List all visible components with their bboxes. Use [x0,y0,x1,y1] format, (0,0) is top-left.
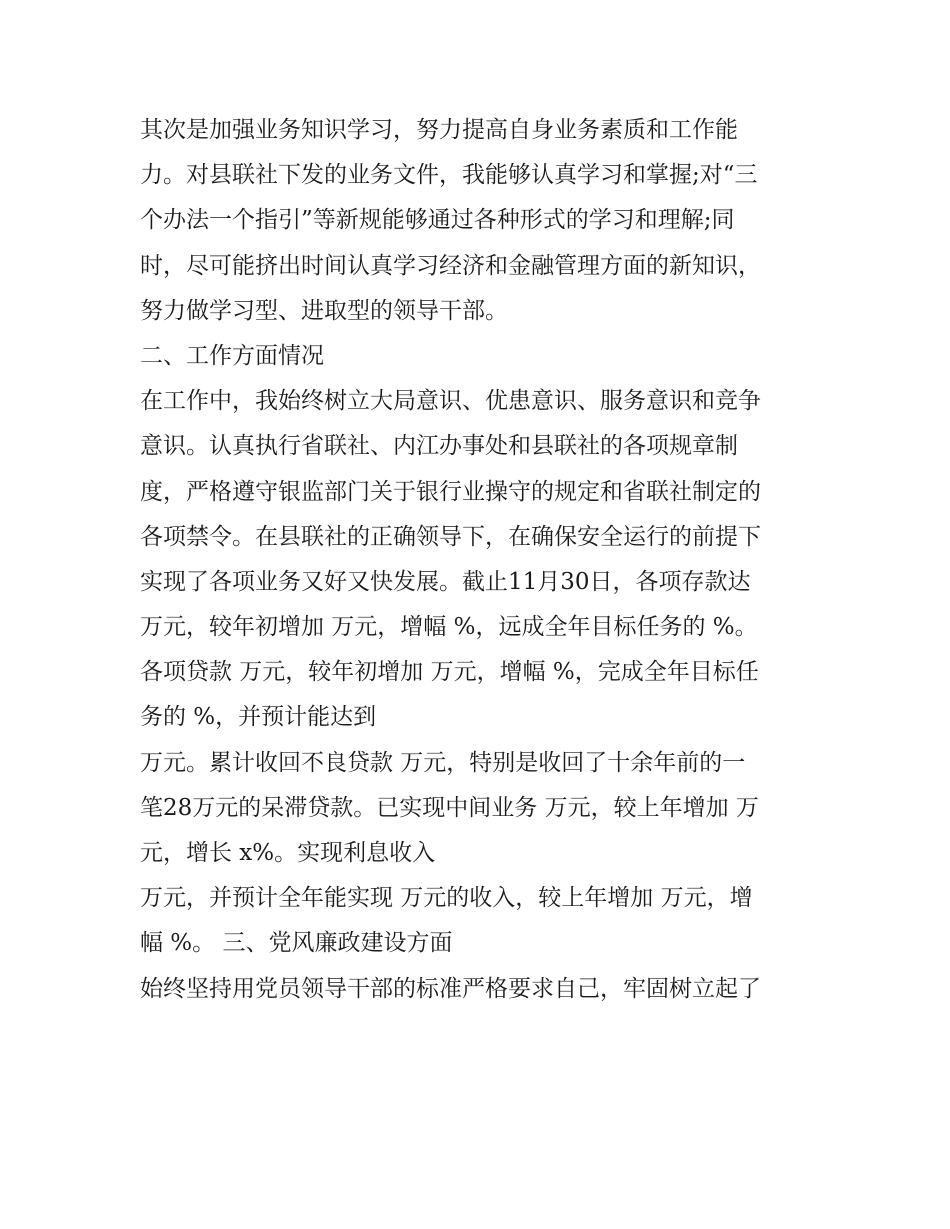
text-line: 努力做学习型、进取型的领导干部。 [140,297,508,324]
text-line: 度，严格遵守银监部门关于银行业操守的规定和省联社制定的 [140,478,761,505]
text-line: 务的 %，并预计能达到 [140,704,377,731]
body-text [140,108,820,1012]
text-line: 个办法一个指引”等新规能够通过各种形式的学习和理解;同 [140,207,735,234]
section-heading: 二、工作方面情况 [140,342,324,369]
text-line: 万元，并预计全年能实现 万元的收入，较上年增加 万元，增 [140,885,753,912]
text-line: 在工作中，我始终树立大局意识、优患意识、服务意识和竞争 [140,388,761,415]
text-line: 笔28万元的呆滞贷款。已实现中间业务 万元，较上年增加 万 [140,794,759,821]
text-line: 万元，较年初增加 万元，增幅 %，远成全年目标任务的 %。 [140,614,758,641]
text-line: 力。对县联社下发的业务文件，我能够认真学习和掌握;对“三 [140,162,758,189]
text-line: 时，尽可能挤出时间认真学习经济和金融管理方面的新知识， [140,252,761,279]
text-line: 各项贷款 万元，较年初增加 万元，增幅 %，完成全年目标任 [140,659,759,686]
text-line: 幅 %。 三、党风廉政建设方面 [140,930,453,957]
text-line: 各项禁令。在县联社的正确领导下，在确保安全运行的前提下 [140,523,761,550]
text-line: 元，增长 x%。实现利息收入 [140,840,436,866]
text-line: 始终坚持用党员领导干部的标准严格要求自己，牢固树立起了 [140,975,761,1002]
text-line: 实现了各项业务又好又快发展。截止11月30日，各项存款达 [140,568,751,595]
text-line: 其次是加强业务知识学习，努力提高自身业务素质和工作能 [140,117,738,143]
text-line: 万元。累计收回不良贷款 万元，特别是收回了十余年前的一 [140,749,746,776]
text-line: 意识。认真执行省联社、内江办事处和县联社的各项规章制 [140,433,738,460]
